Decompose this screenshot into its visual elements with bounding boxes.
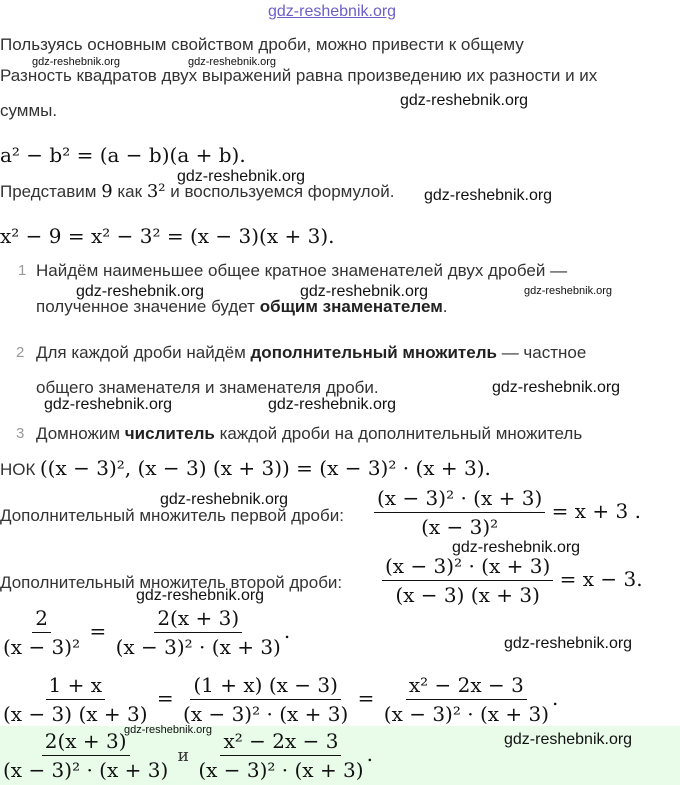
watermark: gdz-reshebnik.org	[400, 92, 529, 109]
watermark: gdz-reshebnik.org	[188, 56, 277, 68]
watermark: gdz-reshebnik.org	[44, 396, 173, 413]
mult1-label: Дополнительный множитель первой дроби:	[0, 506, 344, 525]
watermark: gdz-reshebnik.org	[452, 539, 581, 556]
watermark: gdz-reshebnik.org	[424, 187, 553, 204]
nok-line: НОК ((x − 3)², (x − 3) (x + 3)) = (x − 3)² · (x + 3).	[0, 456, 491, 480]
watermark: gdz-reshebnik.org	[524, 285, 613, 297]
watermark: gdz-reshebnik.org	[136, 587, 265, 604]
watermark: gdz-reshebnik.org	[160, 491, 289, 508]
watermark: gdz-reshebnik.org	[177, 168, 306, 185]
text-line-2: Разность квадратов двух выражений равна произведению их разности и их	[0, 66, 598, 85]
formula-difference-of-squares: a² − b² = (a − b)(a + b).	[0, 143, 246, 167]
mult2-label: Дополнительный множитель второй дроби:	[0, 573, 343, 592]
step-number: 1	[18, 262, 27, 279]
mult1-fraction: $\frac{\text{(x − 3)² · (x + 3)}}{\text{(x − 3)²}}$ = x + 3 .	[374, 486, 641, 539]
watermark-top[interactable]: gdz-reshebnik.org	[268, 3, 397, 20]
formula-factor: x² − 9 = x² − 3² = (x − 3)(x + 3).	[0, 224, 335, 248]
watermark: gdz-reshebnik.org	[504, 731, 633, 748]
equation-second-fraction: $\frac{1 + x}{(x - 3) (x + 3)}$ = $\frac{(1 + x) (x - 3)}{\text{(x − 3)² · (x + 3)}}$ = $\frac{\text{x² − 2x − 3}}{\text{(x − 3)² · (x + 3)}}$ .	[3, 673, 559, 726]
step1-line-2: полученное значение будет общим знаменателем.	[36, 297, 448, 316]
watermark: gdz-reshebnik.org	[76, 283, 205, 300]
step-number: 2	[16, 344, 25, 361]
answer-fractions: $\frac{2(x + 3)}{\text{(x − 3)² · (x + 3)}}$ и $\frac{\text{x² − 2x − 3}}{\text{(x − 3)² · (x + 3)}}$ .	[3, 729, 373, 782]
step-number: 3	[16, 425, 25, 442]
step2-line-2: общего знаменателя и знаменателя дроби.	[36, 378, 379, 397]
text-line-1: Пользуясь основным свойством дроби, можно привести к общему	[0, 35, 524, 54]
text-line-3: суммы.	[0, 101, 58, 120]
watermark: gdz-reshebnik.org	[504, 635, 633, 652]
mult2-fraction: $\frac{\text{(x − 3)² · (x + 3)}}{(x - 3) (x + 3)}$ = x − 3.	[382, 554, 643, 607]
equation-first-fraction: $\frac{2}{\text{(x − 3)²}}$ = $\frac{2(x + 3)}{\text{(x − 3)² · (x + 3)}}$ .	[3, 606, 291, 659]
text-line-4: Представим 9 как 3² и воспользуемся формулой.	[0, 181, 395, 202]
watermark: gdz-reshebnik.org	[124, 724, 213, 736]
step3-line-1: Домножим числитель каждой дроби на дополнительный множитель	[36, 424, 583, 443]
watermark: gdz-reshebnik.org	[300, 283, 429, 300]
watermark: gdz-reshebnik.org	[492, 379, 621, 396]
watermark: gdz-reshebnik.org	[268, 396, 397, 413]
step2-line-1: Для каждой дроби найдём дополнительный множитель — частное	[36, 343, 587, 362]
watermark: gdz-reshebnik.org	[32, 56, 121, 68]
step1-line-1: Найдём наименьшее общее кратное знаменателей двух дробей —	[36, 261, 568, 280]
